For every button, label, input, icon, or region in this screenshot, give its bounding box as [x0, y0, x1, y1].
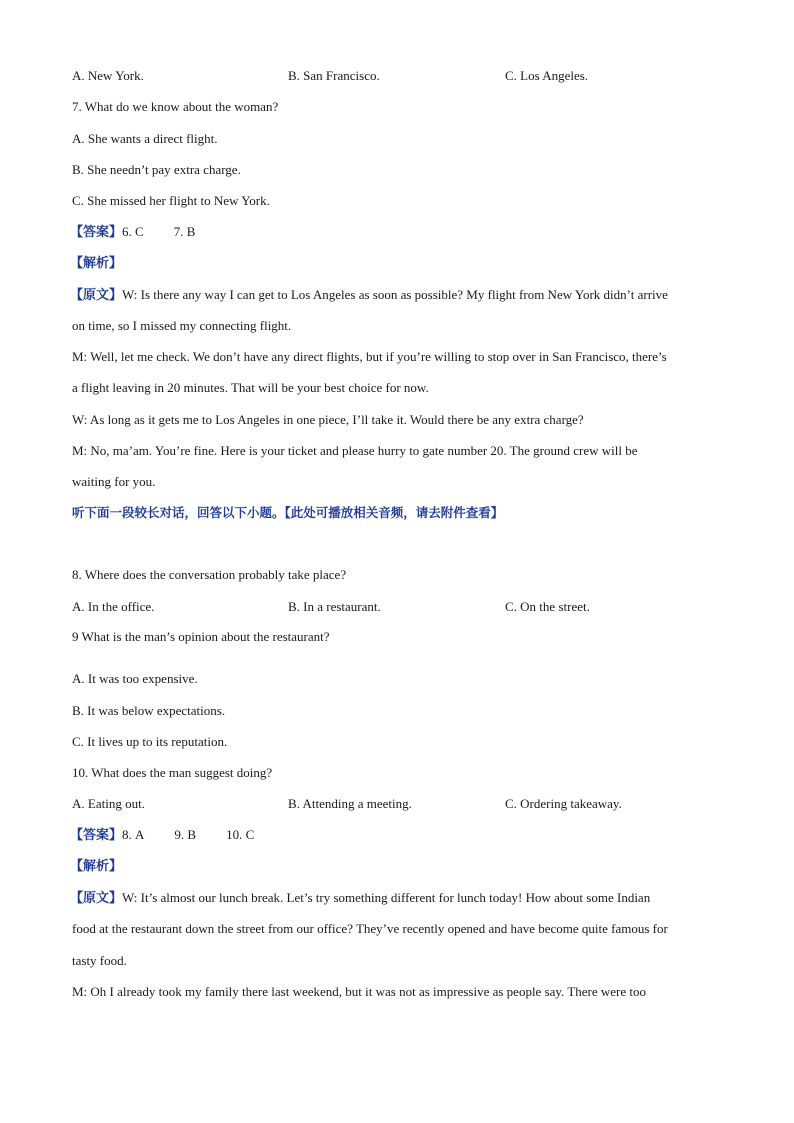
answer-tag: 【答案】 [70, 225, 123, 240]
q10-question: 10. What does the man suggest doing? [72, 765, 273, 780]
transcript-2-line-1 [70, 890, 650, 907]
q8-option-a: A. In the office. [72, 599, 155, 614]
analysis-tag-1: 【解析】 [70, 256, 123, 271]
transcript-1-line-4: a flight leaving in 20 minutes. That will be your best choice for now. [72, 380, 429, 395]
answer-7: 7. B [173, 224, 196, 239]
q7-option-c: C. She missed her flight to New York. [72, 193, 270, 208]
q8-question: 8. Where does the conversation probably take place? [72, 567, 347, 582]
transcript-1-line-7: waiting for you. [72, 474, 156, 489]
transcript-1-line-1 [70, 287, 668, 304]
answer-block-1 [70, 224, 195, 241]
answer-6: 6. C [122, 224, 144, 239]
answer-block-2 [70, 827, 254, 844]
q9-option-b: B. It was below expectations. [72, 703, 226, 718]
transcript-1-line-6: M: No, ma’am. You’re fine. Here is your ticket and please hurry to gate number 20. The ground crew will be [72, 443, 638, 458]
q10-option-b: B. Attending a meeting. [288, 796, 412, 811]
q6-option-b: B. San Francisco. [288, 68, 380, 83]
transcript-2-line-4: M: Oh I already took my family there last weekend, but it was not as impressive as people say. There were too [72, 984, 647, 999]
answer-9: 9. B [174, 827, 197, 842]
q10-option-a: A. Eating out. [72, 796, 145, 811]
transcript-tag: 【原文】 [70, 891, 123, 906]
answer-8: 8. A [122, 827, 145, 842]
q6-option-c: C. Los Angeles. [505, 68, 589, 83]
q6-option-a: A. New York. [72, 68, 144, 83]
q7-question: 7. What do we know about the woman? [72, 99, 279, 114]
answer-tag: 【答案】 [70, 828, 123, 843]
transcript-1-line-5: W: As long as it gets me to Los Angeles in one piece, I’ll take it. Would there be any extra charge? [72, 412, 584, 427]
q8-option-b: B. In a restaurant. [288, 599, 381, 614]
transcript-1-line-2: on time, so I missed my connecting flight. [72, 318, 292, 333]
transcript-2-line-3: tasty food. [72, 953, 127, 968]
transcript-text: W: It’s almost our lunch break. Let’s try something different for lunch today! How about some Indian [122, 890, 651, 905]
answer-10: 10. C [226, 827, 255, 842]
q9-option-a: A. It was too expensive. [72, 671, 198, 686]
q9-question: 9 What is the man’s opinion about the restaurant? [72, 629, 330, 644]
q8-option-c: C. On the street. [505, 599, 590, 614]
analysis-tag-2: 【解析】 [70, 859, 123, 874]
q7-option-a: A. She wants a direct flight. [72, 131, 218, 146]
transcript-1-line-3: M: Well, let me check. We don’t have any direct flights, but if you’re willing to stop over in San Francisco, there’s [72, 349, 667, 364]
q10-option-c: C. Ordering takeaway. [505, 796, 622, 811]
transcript-text: W: Is there any way I can get to Los Angeles as soon as possible? My flight from New York didn’t arrive [122, 287, 668, 302]
section-instruction: 听下面一段较长对话，回答以下小题。【此处可播放相关音频，请去附件查看】 [72, 505, 504, 520]
transcript-2-line-2: food at the restaurant down the street from our office? They’ve recently opened and have become quite famous for [72, 921, 668, 936]
q7-option-b: B. She needn’t pay extra charge. [72, 162, 241, 177]
q9-option-c: C. It lives up to its reputation. [72, 734, 228, 749]
transcript-tag: 【原文】 [70, 288, 123, 303]
